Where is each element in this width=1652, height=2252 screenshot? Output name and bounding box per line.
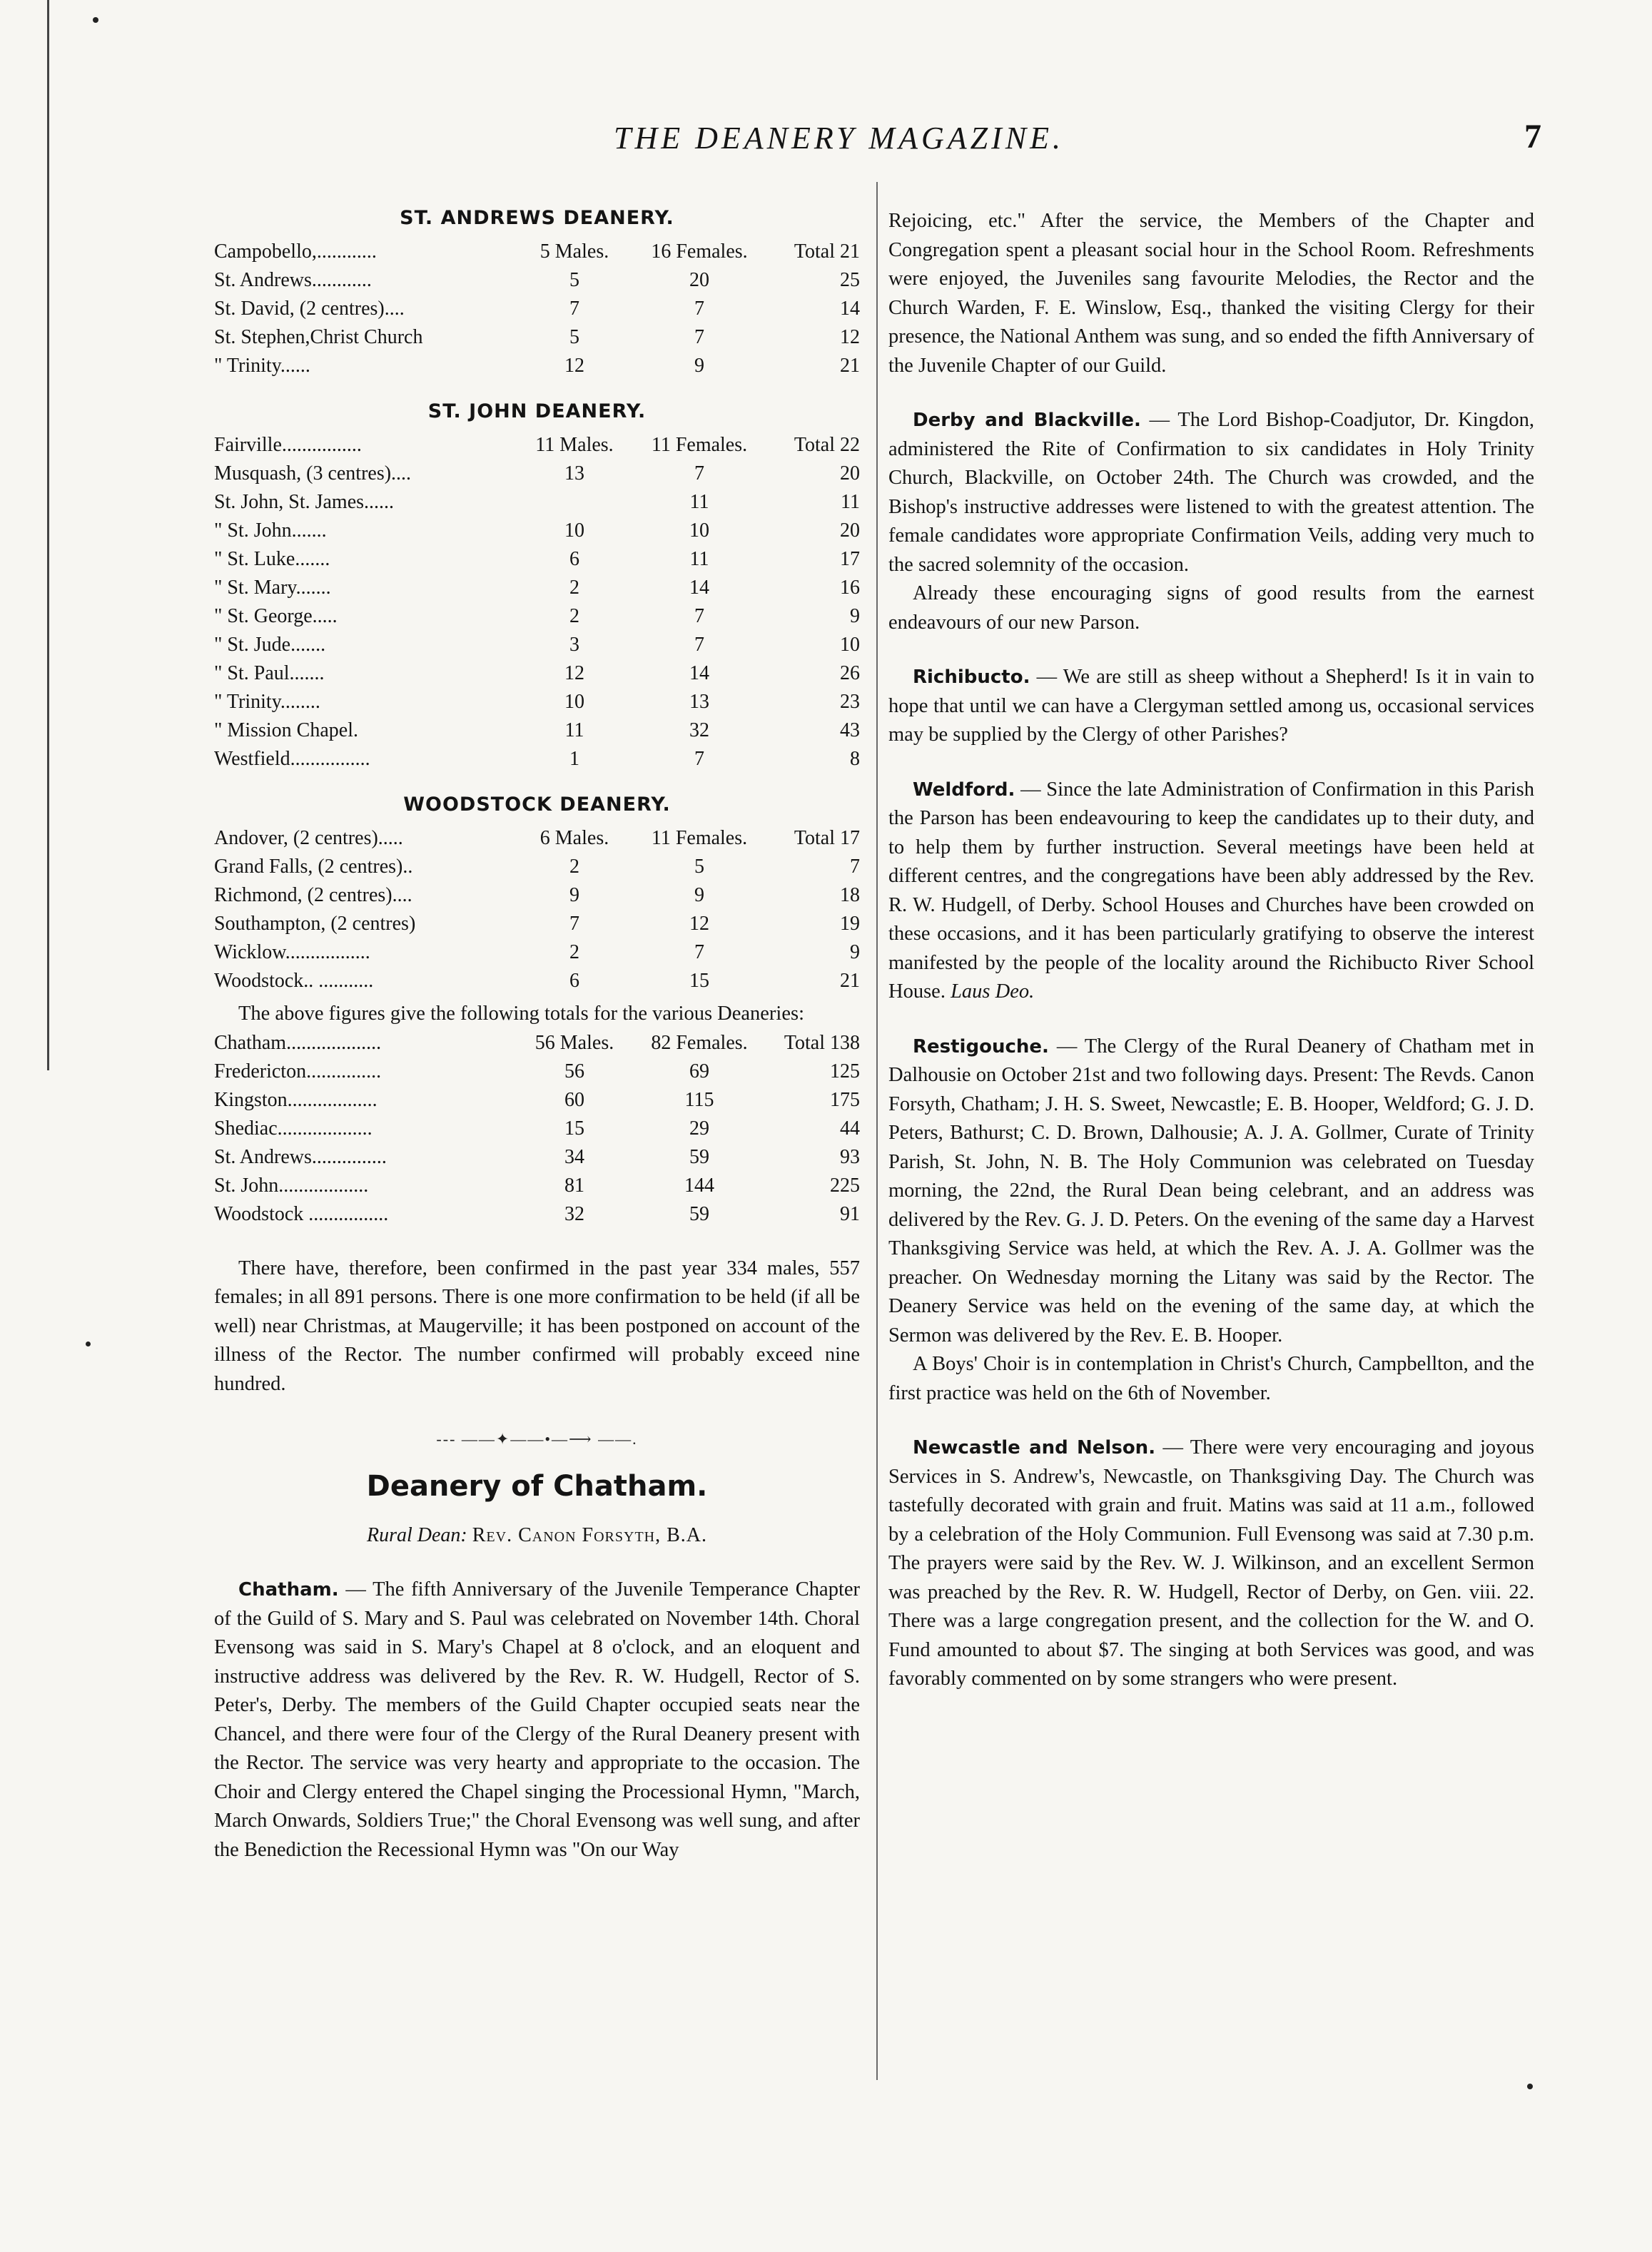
rural-dean-name: Rev. Canon Forsyth, B.A. [472, 1524, 708, 1546]
paragraph-text: — The Clergy of the Rural Deanery of Chatham met in Dalhousie on October 21st and two following days. Present: The Revds. Canon Forsyth, Chatham; J. H. S. Sweet, Newcastle; E. B. Hooper, Weldford; G. J. D. Peters, Bathurst; C. D. Brown, Dalhousie; A. J. A. Gollmer, Curate of Trinity Parish, St. John, N. B. The Holy Communion was celebrated on Tuesday morning, the 22nd, the Rural Dean being celebrant, and an address was delivered by the Rev. G. J. D. Peters. On the evening of the same day a Harvest Thanksgiving Service was held, at which the Rev. A. J. A. Gollmer was the preacher. On Wednesday morning the Litany was said by the Rector. The Deanery Service was held on the evening of the same day, at which the Sermon was delivered by the Rev. E. B. Hooper. [888, 1035, 1534, 1346]
place-name: Chatham................... [214, 1031, 382, 1054]
paragraph-text: — There were very encouraging and joyous Services in S. Andrew's, Newcastle, on Thanksgiving Day. The Church was tastefully decorated with grain and fruit. Matins was said at 11 a.m., followed by a celebration of the Holy Communion. Full Evensong was said at 7.30 p.m. The prayers were said by the Rev. W. J. Wilkinson, and an excellent Sermon was preached by the Rev. R. W. Hudgell, Rector of Derby, on Gen. viii. 22. There was a large congregation present, and the collection for the W. and O. Fund amounted to about $7. The singing at both Services was good, and was favorably commented on by some strangers who were present. [888, 1436, 1535, 1690]
table-row [214, 1200, 860, 1229]
place-name: Musquash, (3 centres).... [214, 462, 412, 485]
total-count: 8 [850, 748, 860, 770]
total-count: 91 [840, 1202, 860, 1225]
table-row [214, 659, 860, 688]
total-count: Total 138 [784, 1031, 860, 1054]
place-name: " Mission Chapel. [214, 719, 358, 741]
place-name: St. Andrews............ [214, 269, 372, 291]
table-body [214, 1029, 860, 1229]
place-name: Southampton, (2 centres) [214, 913, 416, 935]
males-count [514, 488, 635, 517]
paragraph-text: — The Lord Bishop-Coadjutor, Dr. Kingdon, administered the Rite of Confirmation to six candidates in Holy Trinity Church, Blackville, on October 24th. The Church was crowded, and the Bishop's instructive addresses were listened to with the greatest attention. The female candidates wore appropriate Confirmation Veils, adding very much to the sacred solemnity of the occasion. [888, 409, 1534, 576]
males-count: 7 [569, 298, 579, 320]
females-count: 32 [689, 719, 709, 741]
place-name: " St. Luke....... [214, 548, 330, 570]
males-count: 10 [564, 691, 584, 713]
males-count: 15 [564, 1117, 584, 1140]
females-count: 9 [694, 355, 704, 377]
place-name: Grand Falls, (2 centres).. [214, 856, 413, 878]
females-count: 7 [694, 462, 704, 485]
total-count: 10 [840, 634, 860, 656]
weldford-paragraph [888, 776, 1534, 1007]
paragraph-lead: Restigouche. [913, 1035, 1049, 1057]
total-count: 43 [840, 719, 860, 741]
place-name: Woodstock ................ [214, 1202, 389, 1225]
deanery-title: Deanery of Chatham. [366, 1470, 708, 1503]
males-count: 9 [569, 884, 579, 906]
males-count: 32 [564, 1202, 584, 1225]
margin-mark [1527, 2084, 1533, 2089]
females-count: 7 [694, 326, 704, 348]
paragraph-lead: Newcastle and Nelson. [913, 1437, 1156, 1459]
place-name: Shediac................... [214, 1117, 373, 1140]
total-count: 21 [840, 355, 860, 377]
running-title: THE DEANERY MAGAZINE. [614, 121, 1064, 156]
total-count: 23 [840, 691, 860, 713]
females-count: 11 Females. [651, 827, 748, 849]
place-name: St. Andrews............... [214, 1145, 387, 1168]
males-count: 6 [569, 970, 579, 992]
males-count: 12 [564, 355, 584, 377]
table-row [214, 1057, 860, 1086]
place-name: " St. Mary....... [214, 577, 331, 599]
table-row [214, 431, 860, 460]
place-name: " St. Paul....... [214, 662, 325, 684]
restigouche-paragraph [888, 1033, 1534, 1351]
total-count: 18 [840, 884, 860, 906]
males-count: 2 [569, 856, 579, 878]
table-body [214, 824, 860, 995]
table-row [214, 266, 860, 295]
st-john-table [214, 400, 860, 774]
males-count: 6 [569, 548, 579, 570]
place-name: Westfield................ [214, 748, 370, 770]
females-count: 10 [689, 519, 709, 542]
restigouche-section [888, 1033, 1534, 1409]
place-name: Fairville................ [214, 434, 362, 456]
females-count: 7 [694, 605, 704, 627]
table-row [214, 238, 860, 266]
males-count: 2 [569, 941, 579, 963]
males-count: 5 Males. [539, 240, 609, 263]
table-row [214, 631, 860, 659]
females-count: 7 [694, 748, 704, 770]
total-count: 225 [830, 1174, 860, 1197]
paragraph-text: — We are still as sheep without a Shepherd! Is it in vain to hope that until we can have a Clergyman settled among us, occasional services may be supplied by the Clergy of other Parishes? [888, 666, 1534, 746]
table-row [214, 910, 860, 938]
page-header [214, 120, 1541, 170]
table-row [214, 488, 860, 517]
table-row [214, 1115, 860, 1143]
females-count: 11 [689, 548, 709, 570]
place-name: St. John.................. [214, 1174, 369, 1197]
table-row [214, 602, 860, 631]
place-name: St. Stephen,Christ Church [214, 326, 423, 348]
females-count: 14 [689, 662, 709, 684]
margin-mark [93, 17, 98, 23]
place-name: Kingston.................. [214, 1088, 377, 1111]
place-name: " St. George..... [214, 605, 338, 627]
place-name: St. David, (2 centres).... [214, 298, 405, 320]
table-row [214, 1143, 860, 1172]
table-row [214, 716, 860, 745]
total-count: 11 [841, 491, 860, 513]
total-count: 93 [840, 1145, 860, 1168]
females-count: 59 [689, 1202, 709, 1225]
place-name: Richmond, (2 centres).... [214, 884, 412, 906]
females-count: 11 Females. [651, 434, 748, 456]
paragraph-text: — The fifth Anniversary of the Juvenile Temperance Chapter of the Guild of S. Mary and S. Paul was celebrated on November 14th. Choral Evensong was said in S. Mary's Chapel at 8 o'clock, and an eloquent and instructive address was delivered by the Rev. R. W. Hudgell, Rector of S. Peter's, Derby. The members of the Guild Chapter occupied seats near the Chancel, and there were four of the Clergy of the Rural Deanery present with the Rector. The service was very hearty and appropriate to the occasion. The Choir and Clergy entered the Chapel singing the Processional Hymn, "March, March Onwards, Soldiers True;" the Choral Evensong was well sung, and after the Benediction the Recessional Hymn was "On our Way [214, 1578, 860, 1861]
total-count: 16 [840, 577, 860, 599]
table-row [214, 824, 860, 853]
males-count: 56 [564, 1060, 584, 1082]
section-heading: ST. JOHN DEANERY. [427, 400, 647, 422]
females-count: 14 [689, 577, 709, 599]
table-row [214, 1029, 860, 1057]
column-divider [876, 182, 878, 2080]
total-count: 9 [850, 605, 860, 627]
females-count: 69 [689, 1060, 709, 1082]
females-count: 9 [694, 884, 704, 906]
laus-deo: Laus Deo. [951, 980, 1035, 1003]
table-row [214, 1086, 860, 1115]
woodstock-table [214, 793, 860, 995]
place-name: Woodstock.. ........... [214, 970, 374, 992]
table-body [214, 431, 860, 774]
richibucto-section [888, 663, 1534, 750]
paragraph-text: — Since the late Administration of Confirmation in this Parish the Parson has been endeavouring to keep the candidates up to their duty, and to help them by further instruction. Several meetings have been held at different centres, and the congregations have been ably addressed by the Rev. R. W. Hudgell, of Derby. School Houses and Churches have been crowded on these occasions, and it has been particularly gratifying to observe the interest manifested by the people of the locality around the Richibucto River School House. [888, 778, 1535, 1003]
section-heading: WOODSTOCK DEANERY. [403, 793, 671, 816]
females-count: 7 [694, 298, 704, 320]
females-count: 29 [689, 1117, 709, 1140]
table-row [214, 688, 860, 716]
females-count: 5 [694, 856, 704, 878]
place-name: " Trinity...... [214, 355, 310, 377]
table-row [214, 545, 860, 574]
binding-edge [47, 0, 49, 1070]
males-count: 81 [564, 1174, 584, 1197]
total-count: 175 [830, 1088, 860, 1111]
table-row [214, 574, 860, 602]
place-name: " St. Jude....... [214, 634, 326, 656]
total-count: Total 22 [794, 434, 860, 456]
males-count: 7 [569, 913, 579, 935]
females-count: 13 [689, 691, 709, 713]
place-name: St. John, St. James...... [214, 491, 395, 513]
males-count: 5 [569, 269, 579, 291]
total-count: Total 17 [794, 827, 860, 849]
males-count: 11 Males. [535, 434, 614, 456]
males-count: 5 [569, 326, 579, 348]
females-count: 20 [689, 269, 709, 291]
females-count: 59 [689, 1145, 709, 1168]
males-count: 1 [569, 748, 579, 770]
left-column [214, 207, 860, 1865]
males-count: 34 [564, 1145, 584, 1168]
place-name: Fredericton............... [214, 1060, 382, 1082]
males-count: 6 Males. [539, 827, 609, 849]
males-count: 12 [564, 662, 584, 684]
total-count: 9 [850, 941, 860, 963]
margin-mark [86, 1341, 91, 1346]
males-count: 60 [564, 1088, 584, 1111]
section-heading: ST. ANDREWS DEANERY. [400, 207, 674, 229]
table-row [214, 938, 860, 967]
females-count: 82 Females. [651, 1031, 748, 1054]
females-count: 15 [689, 970, 709, 992]
newcastle-paragraph [888, 1434, 1534, 1694]
table-row [214, 1172, 860, 1200]
males-count: 2 [569, 577, 579, 599]
total-count: 125 [830, 1060, 860, 1082]
table-body [214, 238, 860, 380]
st-andrews-table [214, 207, 860, 380]
chatham-paragraph [214, 1576, 860, 1865]
total-count: 17 [840, 548, 860, 570]
weldford-section [888, 776, 1534, 1007]
males-count: 56 Males. [534, 1031, 614, 1054]
paragraph-lead: Chatham. [238, 1579, 339, 1601]
males-count: 2 [569, 605, 579, 627]
females-count: 7 [694, 941, 704, 963]
paragraph-lead: Richibucto. [913, 666, 1030, 688]
total-count: 21 [840, 970, 860, 992]
rural-dean-line [214, 1524, 860, 1547]
page-number: 7 [1524, 118, 1541, 156]
females-count: 144 [684, 1174, 714, 1197]
place-name: Andover, (2 centres)..... [214, 827, 403, 849]
paragraph-lead: Weldford. [913, 778, 1015, 801]
total-count: 19 [840, 913, 860, 935]
table-row [214, 460, 860, 488]
totals-intro: The above figures give the following totals for the various Deaneries: [238, 1003, 805, 1025]
ornament-divider: --- ——✦——•—⟶ ——. [436, 1430, 638, 1448]
males-count: 10 [564, 519, 584, 542]
table-row [214, 745, 860, 774]
table-row [214, 881, 860, 910]
total-count: 26 [840, 662, 860, 684]
total-count: 25 [840, 269, 860, 291]
males-count: 13 [564, 462, 584, 485]
females-count: 11 [689, 491, 709, 513]
females-count: 12 [689, 913, 709, 935]
females-count: 7 [694, 634, 704, 656]
place-name: Wicklow................. [214, 941, 370, 963]
total-count: Total 21 [794, 240, 860, 263]
females-count: 16 Females. [651, 240, 748, 263]
total-count: 7 [850, 856, 860, 878]
paragraph-lead: Derby and Blackville. [913, 410, 1141, 431]
total-count: 44 [840, 1117, 860, 1140]
right-column [888, 207, 1534, 1720]
total-count: 12 [840, 326, 860, 348]
place-name: " St. John....... [214, 519, 327, 542]
totals-table [214, 1029, 860, 1229]
richibucto-paragraph [888, 663, 1534, 750]
males-count: 11 [564, 719, 584, 741]
confirmed-paragraph: There have, therefore, been confirmed in the past year 334 males, 557 females; in all 891 persons. There is one more confirmation to be held (if all be well) near Christmas, at Maugerville; it has been postponed on account of the illness of the Rector. The number confirmed will probably exceed nine hundred. [214, 1257, 860, 1395]
table-row [214, 853, 860, 881]
table-row [214, 967, 860, 995]
newcastle-nelson-section [888, 1434, 1534, 1694]
paragraph-text: Rejoicing, etc." After the service, the Members of the Chapter and Congregation spent a pleasant social hour in the School Room. Refreshments were enjoyed, the Juveniles sang favourite Melodies, the Rector and the Church Warden, F. E. Winslow, Esq., thanked the visiting Clergy for their presence, the National Anthem was sung, and so ended the fifth Anniversary of the Juvenile Chapter of our Guild. [888, 210, 1534, 377]
table-row [214, 517, 860, 545]
rural-dean-label: Rural Dean: [366, 1524, 467, 1546]
females-count: 115 [684, 1088, 714, 1111]
total-count: 20 [840, 519, 860, 542]
total-count: 14 [840, 298, 860, 320]
place-name: " Trinity........ [214, 691, 320, 713]
derby-blackville-section [888, 406, 1534, 637]
derby-paragraph-2: Already these encouraging signs of good results from the earnest endeavours of our new Parson. [888, 582, 1534, 634]
derby-paragraph [888, 406, 1534, 579]
table-row [214, 352, 860, 380]
table-row [214, 323, 860, 352]
restigouche-paragraph-2: A Boys' Choir is in contemplation in Christ's Church, Campbellton, and the first practice was held on the 6th of November. [888, 1353, 1534, 1404]
place-name: Campobello,............ [214, 240, 377, 263]
total-count: 20 [840, 462, 860, 485]
males-count: 3 [569, 634, 579, 656]
table-row [214, 295, 860, 323]
chatham-continuation [888, 207, 1534, 380]
